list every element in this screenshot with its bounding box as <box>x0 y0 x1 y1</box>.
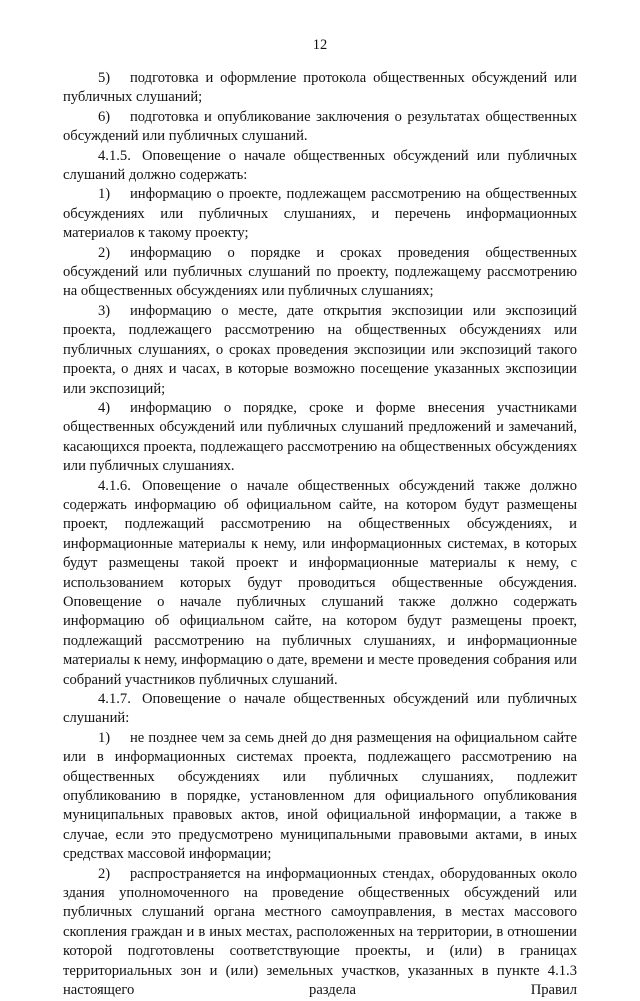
paragraph <box>63 690 577 729</box>
item-number: 4.1.7. <box>98 691 131 707</box>
item-number: 3) <box>98 302 111 319</box>
item-number: 1) <box>98 186 111 203</box>
paragraph <box>63 865 577 1001</box>
item-number: 4.1.6. <box>98 477 131 494</box>
paragraph-text: не позднее чем за семь дней до дня размещения на официальном сайте или в информационных системах проекта, подлежащего рассмотрению на общественных обсуждениях или публичных слушаниях, подлежит опубликованию в порядке, установленном для официального опубликования муниципальных правовых актов, иной официальной информации, а также в случае, если это предусмотрено муниципальными правовыми актами, в иных средствах массовой информации; <box>63 729 577 863</box>
paragraph-text: информацию о порядке, сроке и форме внесения участниками общественных обсуждений или публичных слушаний предложений и замечаний, касающихся проекта, подлежащего рассмотрению на общественных обсуждениях или публичных слушаниях. <box>63 399 577 475</box>
paragraph <box>63 477 577 690</box>
paragraph <box>63 108 577 147</box>
item-number: 2) <box>98 865 111 882</box>
paragraph <box>63 147 577 186</box>
paragraph-text: Оповещение о начале общественных обсуждений или публичных слушаний: <box>63 691 577 727</box>
item-number: 5) <box>98 70 111 86</box>
paragraph <box>63 729 577 865</box>
item-number: 4) <box>98 399 111 416</box>
paragraph <box>63 69 577 108</box>
paragraph-text: Оповещение о начале общественных обсуждений также должно содержать информацию об официальном сайте, на котором будут размещены проект, подлежащий рассмотрению на общественных обсуждениях, и информационные материалы к нему, или информационных системах, в которых будут размещены такой проект и информационные материалы к нему, с использованием которых будут проводиться общественные обсуждения. Оповещение о начале публичных слушаний также должно содержать информацию об официальном сайте, на котором будут размещены проект, подлежащий рассмотрению на публичных слушаниях, и информационные материалы к нему, информацию о дате, времени и месте проведения собрания или собраний участников публичных слушаний. <box>63 477 577 688</box>
paragraph-text: Оповещение о начале общественных обсуждений или публичных слушаний должно содержать: <box>63 147 577 184</box>
paragraph <box>63 399 577 477</box>
paragraph <box>63 302 577 399</box>
paragraph-text: информацию о проекте, подлежащем рассмотрению на общественных обсуждениях или публичных слушаниях, и перечень информационных материалов к такому проекту; <box>63 186 577 242</box>
paragraph <box>63 244 577 302</box>
item-number: 1) <box>98 729 111 746</box>
item-number: 4.1.5. <box>98 147 131 164</box>
document-body <box>63 69 577 1001</box>
paragraph-text: распространяется на информационных стендах, оборудованных около здания уполномоченного на проведение общественных обсуждений или публичных слушаний органа местного самоуправления, в местах массового скопления граждан и в иных местах, расположенных на территории, в отношении которой подготовлены соответствующие проекты, и (или) в границах территориальных зон и (или) земельных участков, указанных в пункте 4.1.3 настоящего раздела Правил <box>63 865 577 999</box>
item-number: 2) <box>98 244 111 261</box>
page-number: 12 <box>312 37 328 53</box>
paragraph <box>63 185 577 243</box>
paragraph-text: информацию о месте, дате открытия экспозиции или экспозиций проекта, подлежащего рассмотрению на общественных обсуждениях или публичных слушаниях, о сроках проведения экспозиции или экспозиций такого проекта, о днях и часах, в которые возможно посещение указанных экспозиции или экспозиций; <box>63 302 577 397</box>
paragraph-text: информацию о порядке и сроках проведения общественных обсуждений или публичных слушаний по проекту, подлежащему рассмотрению на общественных обсуждениях или публичных слушаниях; <box>63 244 577 300</box>
paragraph-text: подготовка и оформление протокола общественных обсуждений или публичных слушаний; <box>63 70 577 106</box>
paragraph-text: подготовка и опубликование заключения о результатах общественных обсуждений или публичных слушаний. <box>63 108 577 145</box>
item-number: 6) <box>98 108 111 125</box>
